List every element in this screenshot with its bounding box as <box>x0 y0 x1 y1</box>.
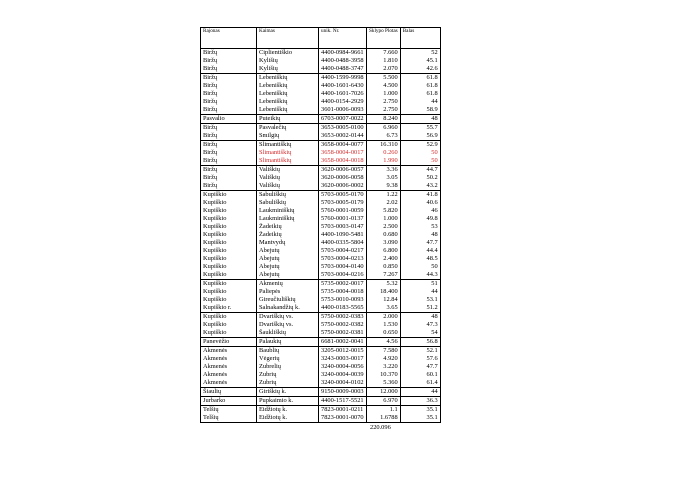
cell-unique-number: 9150-0009-0003 <box>319 388 367 397</box>
table-row <box>201 215 441 223</box>
cell-plot-area: 0.650 <box>367 329 401 338</box>
cell-village: Akmenių <box>257 280 319 289</box>
cell-score: 51.2 <box>400 304 440 313</box>
cell-district: Biržų <box>201 174 257 182</box>
cell-village: Abejutų <box>257 271 319 280</box>
cell-unique-number: 5760-0001-0059 <box>319 207 367 215</box>
cell-score: 44 <box>400 288 440 296</box>
cell-district: Šiaulių <box>201 388 257 397</box>
cell-plot-area: 1.1 <box>367 406 401 415</box>
cell-score: 61.8 <box>400 74 440 83</box>
cell-unique-number: 4400-1599-9998 <box>319 74 367 83</box>
cell-unique-number: 6681-0002-0041 <box>319 338 367 347</box>
table-row <box>201 124 441 133</box>
cell-district: Biržų <box>201 132 257 141</box>
table-row <box>201 57 441 65</box>
cell-district: Kupiškio <box>201 215 257 223</box>
cell-district: Biržų <box>201 57 257 65</box>
cell-score: 61.4 <box>400 379 440 388</box>
cell-district: Panevėžio <box>201 338 257 347</box>
cell-village: Abejutų <box>257 263 319 271</box>
table-row <box>201 288 441 296</box>
cell-village: Smilgių <box>257 132 319 141</box>
cell-district: Biržų <box>201 149 257 157</box>
table-row <box>201 296 441 304</box>
cell-village: Šaukliškių <box>257 329 319 338</box>
cell-village: Slimantiškių <box>257 141 319 150</box>
header-village: Kaimas <box>257 28 319 49</box>
cell-plot-area: 3.220 <box>367 363 401 371</box>
table-row <box>201 338 441 347</box>
cell-plot-area: 0.850 <box>367 263 401 271</box>
cell-village: Lebeniškių <box>257 106 319 115</box>
cell-unique-number: 5753-0010-0093 <box>319 296 367 304</box>
table-row <box>201 379 441 388</box>
cell-district: Kupiškio <box>201 271 257 280</box>
cell-plot-area: 6.800 <box>367 247 401 255</box>
cell-unique-number: 4400-0488-3958 <box>319 57 367 65</box>
cell-plot-area: 3.65 <box>367 304 401 313</box>
cell-plot-area: 1.810 <box>367 57 401 65</box>
cell-village: Eidžiotų k. <box>257 406 319 415</box>
cell-unique-number: 5703-0003-0147 <box>319 223 367 231</box>
cell-district: Kupiškio <box>201 191 257 200</box>
cell-district: Kupiškio r. <box>201 304 257 313</box>
table-row <box>201 406 441 415</box>
table-row <box>201 90 441 98</box>
cell-district: Kupiškio <box>201 288 257 296</box>
cell-unique-number: 5750-0002-0381 <box>319 329 367 338</box>
cell-plot-area: 2.000 <box>367 313 401 322</box>
land-plot-table <box>200 27 441 423</box>
cell-plot-area: 2.400 <box>367 255 401 263</box>
cell-district: Biržų <box>201 182 257 191</box>
cell-plot-area: 3.36 <box>367 166 401 175</box>
cell-district: Kupiškio <box>201 247 257 255</box>
cell-unique-number: 5703-0004-0140 <box>319 263 367 271</box>
cell-score: 44.3 <box>400 271 440 280</box>
cell-village: Vėgerių <box>257 355 319 363</box>
table-row <box>201 280 441 289</box>
cell-plot-area: 0.680 <box>367 231 401 239</box>
cell-score: 46 <box>400 207 440 215</box>
area-total: 220.096 <box>370 424 391 431</box>
cell-score: 52.1 <box>400 347 440 356</box>
cell-village: Kylišių <box>257 57 319 65</box>
cell-village: Dvariškių vs. <box>257 313 319 322</box>
table-row <box>201 166 441 175</box>
cell-score: 60.1 <box>400 371 440 379</box>
cell-score: 51 <box>400 280 440 289</box>
cell-score: 45.1 <box>400 57 440 65</box>
cell-unique-number: 3653-0005-0100 <box>319 124 367 133</box>
table-row <box>201 132 441 141</box>
table-row <box>201 149 441 157</box>
table-row <box>201 174 441 182</box>
table-row <box>201 239 441 247</box>
cell-district: Kupiškio <box>201 223 257 231</box>
table-row <box>201 313 441 322</box>
cell-score: 52 <box>400 49 440 58</box>
cell-plot-area: 16.310 <box>367 141 401 150</box>
cell-plot-area: 5.500 <box>367 74 401 83</box>
cell-unique-number: 4400-0335-5804 <box>319 239 367 247</box>
cell-unique-number: 5760-0001-0137 <box>319 215 367 223</box>
cell-village: Zubrelių <box>257 363 319 371</box>
cell-plot-area: 0.260 <box>367 149 401 157</box>
cell-village: Zubrių <box>257 379 319 388</box>
cell-unique-number: 4400-0154-2929 <box>319 98 367 106</box>
cell-plot-area: 3.05 <box>367 174 401 182</box>
table-row <box>201 82 441 90</box>
cell-unique-number: 5735-0002-0017 <box>319 280 367 289</box>
cell-score: 53.1 <box>400 296 440 304</box>
cell-unique-number: 4400-1090-5481 <box>319 231 367 239</box>
cell-unique-number: 3601-0006-0093 <box>319 106 367 115</box>
cell-village: Puteikių <box>257 115 319 124</box>
header-unique-number: unik. Nr. <box>319 28 367 49</box>
cell-village: Gireučiuliškių <box>257 296 319 304</box>
cell-village: Sabuliškių <box>257 199 319 207</box>
cell-plot-area: 5.820 <box>367 207 401 215</box>
cell-plot-area: 8.240 <box>367 115 401 124</box>
cell-village: Žadeikių <box>257 223 319 231</box>
table-row <box>201 355 441 363</box>
table-row <box>201 255 441 263</box>
table-row <box>201 98 441 106</box>
cell-score: 47.7 <box>400 363 440 371</box>
cell-village: Lebeniškių <box>257 74 319 83</box>
cell-unique-number: 5703-0005-0179 <box>319 199 367 207</box>
cell-district: Biržų <box>201 157 257 166</box>
cell-village: Vališkių <box>257 182 319 191</box>
table-row <box>201 182 441 191</box>
cell-unique-number: 5750-0002-0383 <box>319 313 367 322</box>
cell-district: Kupiškio <box>201 231 257 239</box>
cell-plot-area: 5.32 <box>367 280 401 289</box>
cell-village: Dvariškių vs. <box>257 321 319 329</box>
cell-village: Vališkių <box>257 166 319 175</box>
table-header-row <box>201 28 441 49</box>
cell-district: Telšių <box>201 414 257 423</box>
cell-district: Biržų <box>201 98 257 106</box>
cell-score: 58.9 <box>400 106 440 115</box>
table-row <box>201 347 441 356</box>
cell-village: Pupkaimio k. <box>257 397 319 406</box>
cell-unique-number: 3240-0004-0039 <box>319 371 367 379</box>
cell-plot-area: 2.02 <box>367 199 401 207</box>
cell-score: 48 <box>400 313 440 322</box>
cell-plot-area: 7.580 <box>367 347 401 356</box>
header-score: Balas <box>400 28 440 49</box>
table-row <box>201 414 441 423</box>
cell-plot-area: 4.920 <box>367 355 401 363</box>
header-plot-area: Sklypo Plotas <box>367 28 401 49</box>
cell-plot-area: 7.660 <box>367 49 401 58</box>
cell-village: Laukminiškių <box>257 207 319 215</box>
cell-district: Akmenės <box>201 379 257 388</box>
cell-village: Abejutų <box>257 247 319 255</box>
cell-plot-area: 12.000 <box>367 388 401 397</box>
cell-unique-number: 5703-0004-0217 <box>319 247 367 255</box>
cell-score: 53 <box>400 223 440 231</box>
cell-district: Biržų <box>201 124 257 133</box>
table-row <box>201 74 441 83</box>
cell-unique-number: 3205-0012-0015 <box>319 347 367 356</box>
cell-unique-number: 3620-0006-0002 <box>319 182 367 191</box>
cell-score: 48 <box>400 115 440 124</box>
cell-village: Paliepės <box>257 288 319 296</box>
cell-district: Biržų <box>201 166 257 175</box>
cell-village: Lebeniškių <box>257 90 319 98</box>
cell-plot-area: 2.500 <box>367 223 401 231</box>
cell-district: Biržų <box>201 106 257 115</box>
table-row <box>201 207 441 215</box>
cell-plot-area: 3.090 <box>367 239 401 247</box>
cell-village: Ciplientiškio <box>257 49 319 58</box>
cell-plot-area: 1.6788 <box>367 414 401 423</box>
cell-village: Mantvydų <box>257 239 319 247</box>
cell-district: Kupiškio <box>201 239 257 247</box>
cell-district: Biržų <box>201 82 257 90</box>
cell-village: Pasvalečių <box>257 124 319 133</box>
table-row <box>201 304 441 313</box>
cell-score: 36.3 <box>400 397 440 406</box>
cell-village: Žadeikių <box>257 231 319 239</box>
cell-score: 50.2 <box>400 174 440 182</box>
cell-district: Kupiškio <box>201 263 257 271</box>
table-row <box>201 388 441 397</box>
cell-plot-area: 7.267 <box>367 271 401 280</box>
cell-plot-area: 6.73 <box>367 132 401 141</box>
cell-district: Biržų <box>201 141 257 150</box>
cell-unique-number: 5703-0004-0216 <box>319 271 367 280</box>
table-row <box>201 263 441 271</box>
cell-score: 44.7 <box>400 166 440 175</box>
cell-score: 50 <box>400 263 440 271</box>
cell-score: 50 <box>400 157 440 166</box>
cell-score: 47.7 <box>400 239 440 247</box>
cell-village: Lebeniškių <box>257 82 319 90</box>
header-district: Rajonas <box>201 28 257 49</box>
cell-score: 44 <box>400 388 440 397</box>
table-row <box>201 231 441 239</box>
cell-plot-area: 2.070 <box>367 65 401 74</box>
cell-score: 47.3 <box>400 321 440 329</box>
cell-village: Laukminiškių <box>257 215 319 223</box>
cell-plot-area: 9.38 <box>367 182 401 191</box>
cell-district: Kupiškio <box>201 329 257 338</box>
cell-district: Akmenės <box>201 355 257 363</box>
cell-score: 52.9 <box>400 141 440 150</box>
cell-plot-area: 18.400 <box>367 288 401 296</box>
table-row <box>201 223 441 231</box>
cell-plot-area: 12.84 <box>367 296 401 304</box>
cell-village: Zubrių <box>257 371 319 379</box>
cell-plot-area: 2.750 <box>367 106 401 115</box>
cell-village: Slimantiškių <box>257 157 319 166</box>
cell-unique-number: 3240-0004-0056 <box>319 363 367 371</box>
table-row <box>201 397 441 406</box>
cell-plot-area: 4.56 <box>367 338 401 347</box>
table-row <box>201 271 441 280</box>
cell-score: 44 <box>400 98 440 106</box>
cell-unique-number: 5735-0004-0018 <box>319 288 367 296</box>
cell-score: 55.7 <box>400 124 440 133</box>
cell-score: 49.8 <box>400 215 440 223</box>
cell-district: Telšių <box>201 406 257 415</box>
cell-score: 41.8 <box>400 191 440 200</box>
cell-unique-number: 3620-0006-0058 <box>319 174 367 182</box>
cell-village: Giriškių k. <box>257 388 319 397</box>
cell-score: 61.8 <box>400 82 440 90</box>
cell-village: Lebeniškių <box>257 98 319 106</box>
cell-district: Kupiškio <box>201 280 257 289</box>
table-row <box>201 321 441 329</box>
cell-unique-number: 4400-1601-7026 <box>319 90 367 98</box>
cell-district: Kupiškio <box>201 207 257 215</box>
cell-unique-number: 5703-0005-0170 <box>319 191 367 200</box>
cell-score: 44.4 <box>400 247 440 255</box>
table-row <box>201 106 441 115</box>
cell-unique-number: 7823-0001-0211 <box>319 406 367 415</box>
cell-plot-area: 2.750 <box>367 98 401 106</box>
cell-score: 40.6 <box>400 199 440 207</box>
cell-score: 42.6 <box>400 65 440 74</box>
cell-score: 35.1 <box>400 406 440 415</box>
table-row <box>201 191 441 200</box>
cell-score: 57.6 <box>400 355 440 363</box>
cell-plot-area: 1.000 <box>367 90 401 98</box>
cell-score: 54 <box>400 329 440 338</box>
cell-village: Salnakandžių k. <box>257 304 319 313</box>
cell-village: Kylišių <box>257 65 319 74</box>
land-plot-table-sheet <box>200 27 441 431</box>
cell-district: Kupiškio <box>201 296 257 304</box>
cell-score: 56.8 <box>400 338 440 347</box>
cell-village: Palaukių <box>257 338 319 347</box>
cell-unique-number: 6703-0007-0022 <box>319 115 367 124</box>
cell-district: Biržų <box>201 90 257 98</box>
table-row <box>201 49 441 58</box>
cell-unique-number: 5703-0004-0213 <box>319 255 367 263</box>
cell-village: Baublių <box>257 347 319 356</box>
cell-score: 35.1 <box>400 414 440 423</box>
cell-village: Eidžiotų k. <box>257 414 319 423</box>
cell-score: 50 <box>400 149 440 157</box>
cell-plot-area: 5.360 <box>367 379 401 388</box>
cell-plot-area: 4.500 <box>367 82 401 90</box>
table-row <box>201 329 441 338</box>
cell-district: Akmenės <box>201 371 257 379</box>
table-row <box>201 141 441 150</box>
cell-plot-area: 1.22 <box>367 191 401 200</box>
cell-district: Kupiškio <box>201 321 257 329</box>
cell-unique-number: 3620-0006-0057 <box>319 166 367 175</box>
cell-district: Akmenės <box>201 347 257 356</box>
cell-score: 56.9 <box>400 132 440 141</box>
table-row <box>201 157 441 166</box>
cell-village: Vališkių <box>257 174 319 182</box>
cell-district: Kupiškio <box>201 199 257 207</box>
cell-unique-number: 4400-1601-6430 <box>319 82 367 90</box>
cell-district: Akmenės <box>201 363 257 371</box>
cell-district: Kupiškio <box>201 313 257 322</box>
cell-unique-number: 5750-0002-0382 <box>319 321 367 329</box>
table-row <box>201 115 441 124</box>
cell-unique-number: 3658-0004-0077 <box>319 141 367 150</box>
cell-unique-number: 4400-0183-5565 <box>319 304 367 313</box>
cell-district: Biržų <box>201 74 257 83</box>
cell-unique-number: 3658-0004-0018 <box>319 157 367 166</box>
cell-plot-area: 1.530 <box>367 321 401 329</box>
cell-plot-area: 6.970 <box>367 397 401 406</box>
table-row <box>201 65 441 74</box>
cell-plot-area: 10.370 <box>367 371 401 379</box>
cell-unique-number: 3240-0004-0102 <box>319 379 367 388</box>
table-row <box>201 199 441 207</box>
cell-plot-area: 1.990 <box>367 157 401 166</box>
table-row <box>201 363 441 371</box>
cell-district: Biržų <box>201 65 257 74</box>
cell-unique-number: 4400-0984-9661 <box>319 49 367 58</box>
cell-unique-number: 7823-0001-0070 <box>319 414 367 423</box>
cell-plot-area: 1.000 <box>367 215 401 223</box>
cell-village: Abejutų <box>257 255 319 263</box>
cell-village: Slimantiškių <box>257 149 319 157</box>
cell-score: 48 <box>400 231 440 239</box>
cell-unique-number: 3658-0004-0017 <box>319 149 367 157</box>
cell-unique-number: 3243-0003-0017 <box>319 355 367 363</box>
table-row <box>201 247 441 255</box>
cell-unique-number: 4400-0488-3747 <box>319 65 367 74</box>
cell-unique-number: 4400-1517-5521 <box>319 397 367 406</box>
cell-score: 61.8 <box>400 90 440 98</box>
table-row <box>201 371 441 379</box>
cell-district: Kupiškio <box>201 255 257 263</box>
cell-score: 48.5 <box>400 255 440 263</box>
cell-district: Jurbarko <box>201 397 257 406</box>
cell-unique-number: 3653-0002-0144 <box>319 132 367 141</box>
cell-district: Pasvalio <box>201 115 257 124</box>
cell-district: Biržų <box>201 49 257 58</box>
cell-village: Sabuliškių <box>257 191 319 200</box>
cell-score: 43.2 <box>400 182 440 191</box>
cell-plot-area: 6.960 <box>367 124 401 133</box>
